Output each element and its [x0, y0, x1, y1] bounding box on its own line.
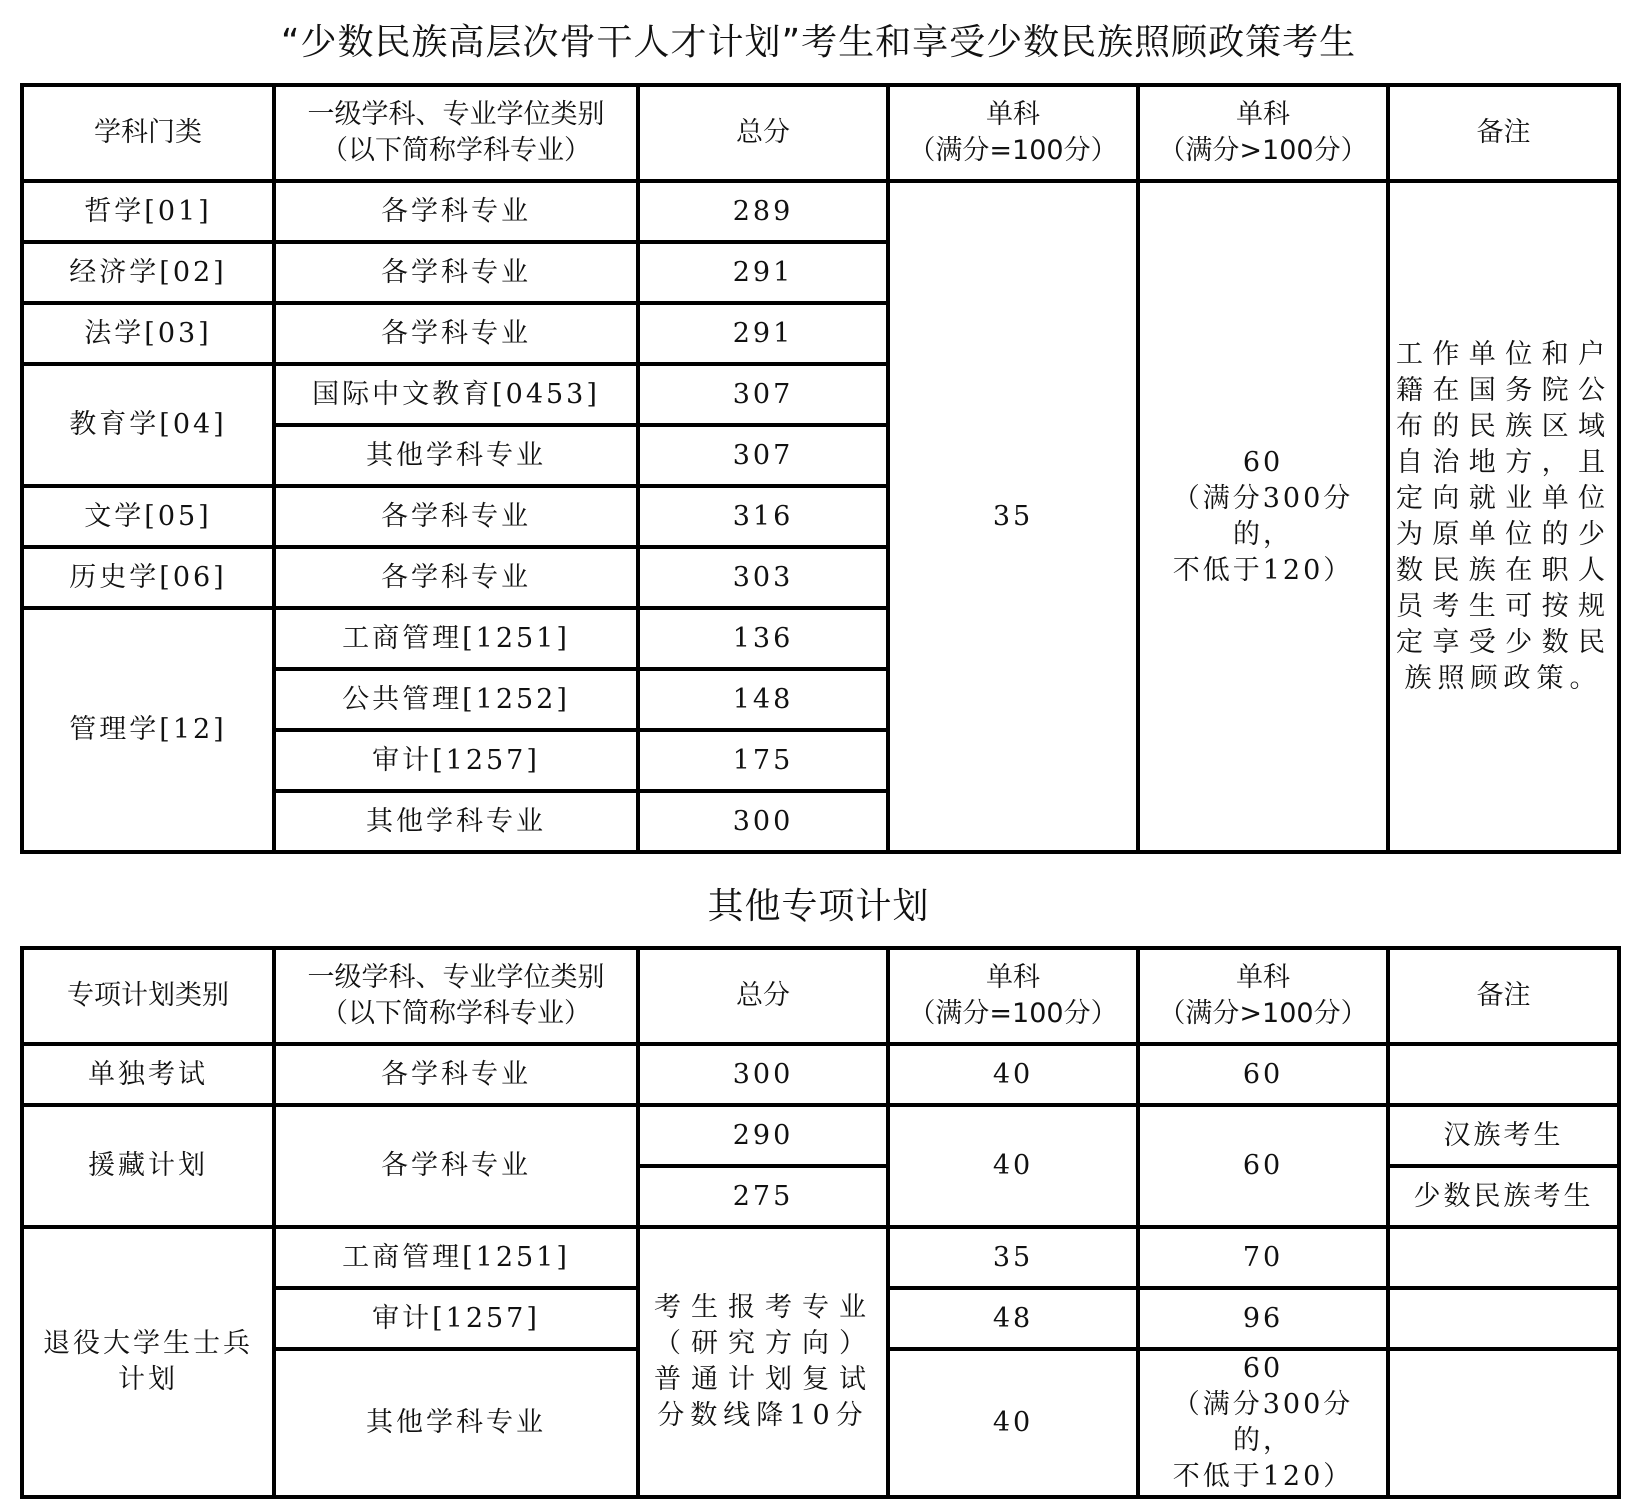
- remark-cell: [1388, 1288, 1619, 1349]
- discipline-cell: 各学科专业: [274, 242, 638, 303]
- remark-cell: [1388, 1349, 1619, 1497]
- single-gt100-cell: 60 （满分300分的， 不低于120）: [1138, 1349, 1388, 1497]
- header-discipline: 一级学科、专业学位类别 （以下简称学科专业）: [274, 85, 638, 181]
- discipline-cell: 各学科专业: [274, 1044, 638, 1105]
- header-total: 总分: [638, 85, 888, 181]
- header-single-gt100: 单科 （满分>100分）: [1138, 948, 1388, 1044]
- discipline-cell: 其他学科专业: [274, 791, 638, 852]
- table-row: [22, 181, 1619, 242]
- total-cell: 136: [638, 608, 888, 669]
- category-cell: 退役大学生士兵计划: [22, 1227, 274, 1497]
- category-cell: 单独考试: [22, 1044, 274, 1105]
- header-category: 学科门类: [22, 85, 274, 181]
- table-header-row: [22, 85, 1619, 181]
- remark-cell: 少数民族考生: [1388, 1166, 1619, 1227]
- category-cell: 法学[03]: [22, 303, 274, 364]
- single-gt100-cell: 96: [1138, 1288, 1388, 1349]
- table-row-single-exam: [22, 1044, 1619, 1105]
- table-header-row: [22, 948, 1619, 1044]
- discipline-cell: 各学科专业: [274, 181, 638, 242]
- discipline-cell: 审计[1257]: [274, 1288, 638, 1349]
- discipline-cell: 审计[1257]: [274, 730, 638, 791]
- category-cell: 历史学[06]: [22, 547, 274, 608]
- total-cell: 291: [638, 303, 888, 364]
- single-gt100-cell: 60 （满分300分的， 不低于120）: [1138, 181, 1388, 852]
- discipline-cell: 工商管理[1251]: [274, 1227, 638, 1288]
- header-remark: 备注: [1388, 948, 1619, 1044]
- single-gt100-cell: 70: [1138, 1227, 1388, 1288]
- category-cell: 哲学[01]: [22, 181, 274, 242]
- minority-score-table: [20, 83, 1621, 854]
- total-cell: 307: [638, 364, 888, 425]
- total-cell: 300: [638, 791, 888, 852]
- table-row-veteran: [22, 1227, 1619, 1288]
- single-gt100-cell: 60: [1138, 1044, 1388, 1105]
- discipline-cell: 公共管理[1252]: [274, 669, 638, 730]
- discipline-cell: 其他学科专业: [274, 1349, 638, 1497]
- special-plan-table: [20, 946, 1621, 1499]
- header-single100: 单科 （满分=100分）: [888, 948, 1138, 1044]
- header-single100: 单科 （满分=100分）: [888, 85, 1138, 181]
- header-remark: 备注: [1388, 85, 1619, 181]
- category-cell: 经济学[02]: [22, 242, 274, 303]
- category-cell: 教育学[04]: [22, 364, 274, 486]
- single100-cell: 40: [888, 1105, 1138, 1227]
- total-cell: 考生报考专业（研究方向）普通计划复试分数线降10分: [638, 1227, 888, 1497]
- single-gt100-cell: 60: [1138, 1105, 1388, 1227]
- section1-title: “少数民族高层次骨干人才计划”考生和享受少数民族照顾政策考生: [280, 22, 1357, 63]
- discipline-cell: 各学科专业: [274, 547, 638, 608]
- discipline-cell: 工商管理[1251]: [274, 608, 638, 669]
- discipline-cell: 各学科专业: [274, 1105, 638, 1227]
- header-total: 总分: [638, 948, 888, 1044]
- header-single-gt100: 单科 （满分>100分）: [1138, 85, 1388, 181]
- total-cell: 303: [638, 547, 888, 608]
- total-cell: 290: [638, 1105, 888, 1166]
- section2-title: 其他专项计划: [707, 886, 930, 927]
- discipline-cell: 各学科专业: [274, 303, 638, 364]
- total-cell: 307: [638, 425, 888, 486]
- single100-cell: 40: [888, 1044, 1138, 1105]
- total-cell: 291: [638, 242, 888, 303]
- table-row-tibet-han: [22, 1105, 1619, 1166]
- remark-cell: 汉族考生: [1388, 1105, 1619, 1166]
- single100-cell: 48: [888, 1288, 1138, 1349]
- single100-cell: 35: [888, 1227, 1138, 1288]
- discipline-cell: 各学科专业: [274, 486, 638, 547]
- single100-cell: 35: [888, 181, 1138, 852]
- category-cell: 文学[05]: [22, 486, 274, 547]
- category-cell: 管理学[12]: [22, 608, 274, 852]
- total-cell: 148: [638, 669, 888, 730]
- total-cell: 175: [638, 730, 888, 791]
- remark-cell: 工作单位和户籍在国务院公布的民族区域自治地方，且定向就业单位为原单位的少数民族在职人员考生可按规定享受少数民族照顾政策。: [1388, 181, 1619, 852]
- remark-cell: [1388, 1044, 1619, 1105]
- remark-cell: [1388, 1227, 1619, 1288]
- discipline-cell: 其他学科专业: [274, 425, 638, 486]
- single100-cell: 40: [888, 1349, 1138, 1497]
- discipline-cell: 国际中文教育[0453]: [274, 364, 638, 425]
- total-cell: 300: [638, 1044, 888, 1105]
- total-cell: 275: [638, 1166, 888, 1227]
- category-cell: 援藏计划: [22, 1105, 274, 1227]
- total-cell: 316: [638, 486, 888, 547]
- header-discipline: 一级学科、专业学位类别 （以下简称学科专业）: [274, 948, 638, 1044]
- total-cell: 289: [638, 181, 888, 242]
- header-category: 专项计划类别: [22, 948, 274, 1044]
